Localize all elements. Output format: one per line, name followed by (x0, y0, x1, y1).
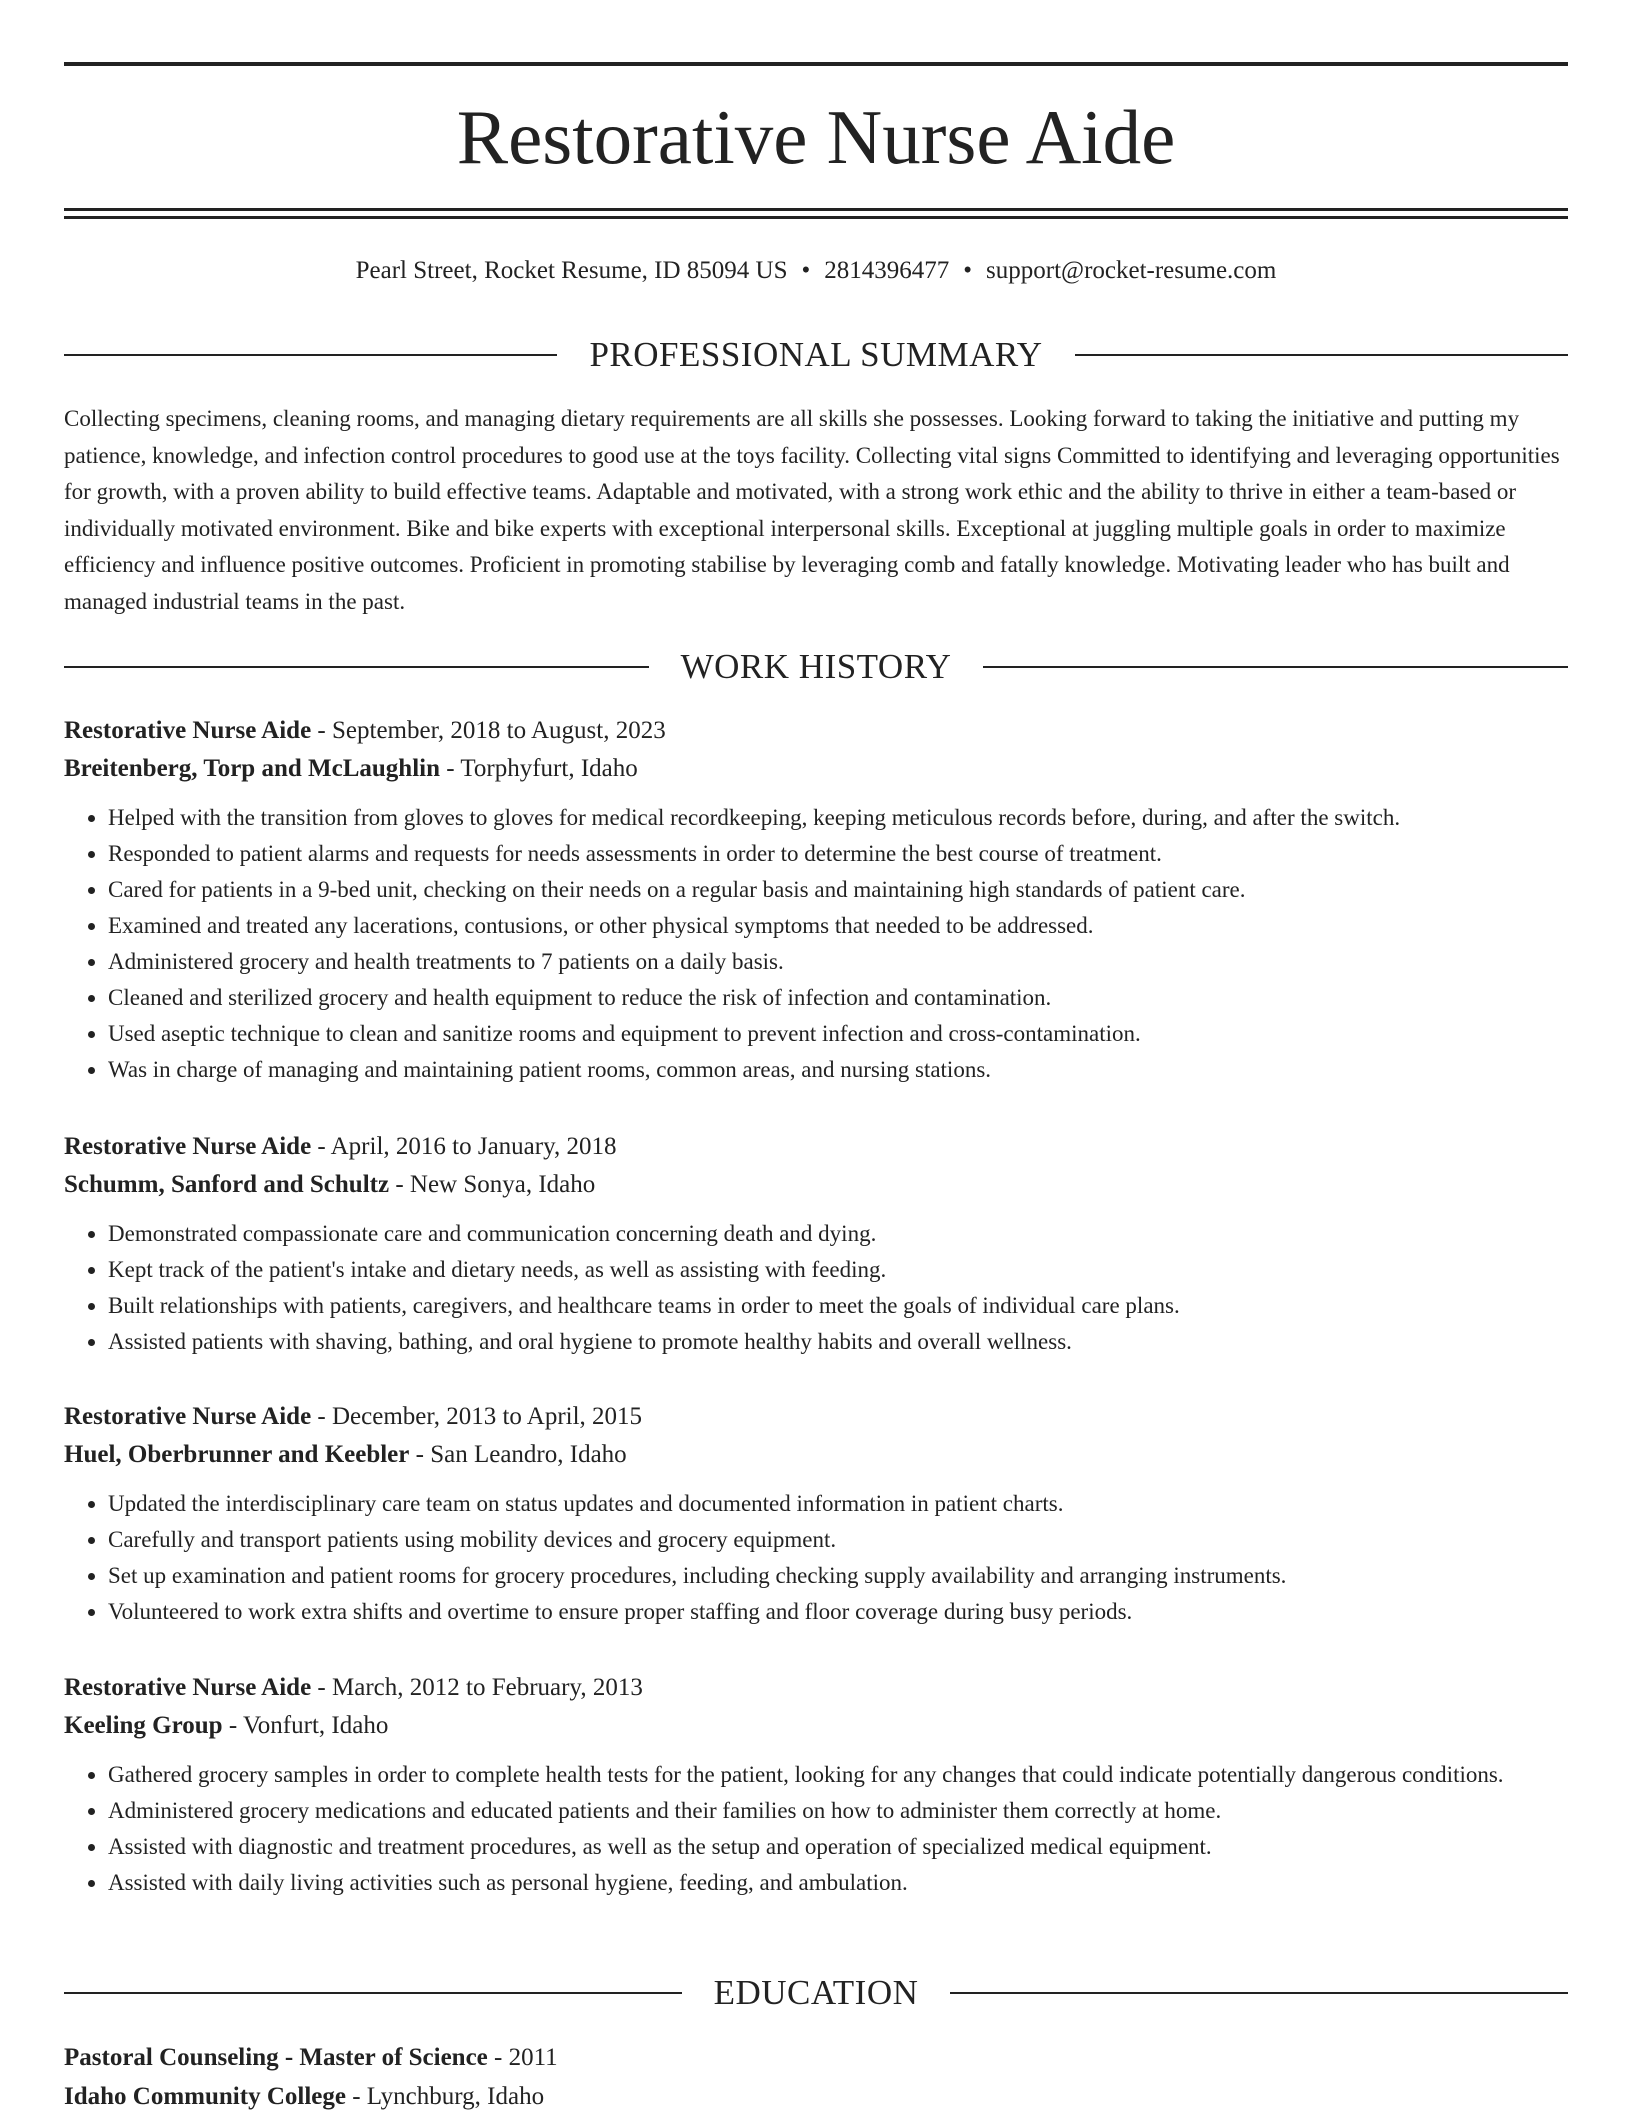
education-year: - 2011 (487, 2044, 558, 2071)
candidate-name: Restorative Nurse Aide (456, 94, 1176, 180)
job-entry (64, 1398, 1568, 1630)
job-bullet: • Assisted with daily living activities such as personal hygiene, feeding, and ambulation. (108, 1865, 1568, 1901)
job-location: - Torphyfurt, Idaho (440, 755, 638, 782)
job-bullet: • Assisted patients with shaving, bathing, and oral hygiene to promote healthy habits and overall wellness. (108, 1324, 1568, 1360)
professional-summary: Collecting specimens, cleaning rooms, and managing dietary requirements are all skills she possesses. Looking forward to taking the initiative and putting my patience, knowledge, and infection control procedures to good use at the toys facility. Collecting vital signs Committed to identifying and leveraging opportunities for growth, with a proven ability to build effective teams. Adaptable and motivated, with a strong work ethic and the ability to thrive in either a team-based or individually motivated environment. Bike and bike experts with exceptional interpersonal skills. Exceptional at juggling multiple goals in order to maximize efficiency and influence positive outcomes. Proficient in promoting stabilise by leveraging comb and fatally knowledge. Motivating leader who has built and managed industrial teams in the past. (64, 406, 1560, 614)
job-title: Restorative Nurse Aide (64, 1133, 312, 1160)
section-heading-work-history (64, 647, 1568, 687)
job-title-line (64, 1128, 1568, 1166)
section-title: PROFESSIONAL SUMMARY (589, 335, 1043, 374)
job-bullet: • Gathered grocery samples in order to complete health tests for the patient, looking for any changes that could indicate potentially dangerous conditions. (108, 1757, 1568, 1793)
section-heading-education (64, 1973, 1568, 2013)
job-company: Schumm, Sanford and Schultz (64, 1171, 390, 1198)
job-company: Breitenberg, Torp and McLaughlin (64, 755, 440, 782)
education-degree-line (64, 2038, 1568, 2077)
job-bullets (64, 800, 1568, 1088)
job-location: - New Sonya, Idaho (389, 1171, 596, 1198)
job-bullet: • Updated the interdisciplinary care team on status updates and documented information in patient charts. (108, 1486, 1568, 1522)
heading-rule-left (64, 1992, 682, 1994)
job-bullet: • Kept track of the patient's intake and dietary needs, as well as assisting with feeding. (108, 1252, 1568, 1288)
job-title-line (64, 712, 1568, 750)
section-heading-summary (64, 335, 1568, 375)
contact-separator: • (963, 257, 973, 284)
contact-address: Pearl Street, Rocket Resume, ID 85094 US (355, 257, 788, 284)
job-entry (64, 1128, 1568, 1360)
job-location: - San Leandro, Idaho (409, 1441, 627, 1468)
heading-rule-left (64, 666, 649, 668)
job-bullet: • Cared for patients in a 9-bed unit, checking on their needs on a regular basis and maintaining high standards of patient care. (108, 872, 1568, 908)
job-bullet: • Carefully and transport patients using mobility devices and grocery equipment. (108, 1522, 1568, 1558)
job-entry (64, 1669, 1568, 1901)
job-bullet: • Administered grocery medications and educated patients and their families on how to administer them correctly at home. (108, 1793, 1568, 1829)
job-bullet: • Demonstrated compassionate care and communication concerning death and dying. (108, 1216, 1568, 1252)
top-rule (64, 62, 1568, 66)
job-dates: - December, 2013 to April, 2015 (311, 1403, 643, 1430)
header-rule-lower (64, 216, 1568, 219)
job-title: Restorative Nurse Aide (64, 1403, 312, 1430)
contact-phone: 2814396477 (824, 257, 950, 284)
education-degree: Pastoral Counseling - Master of Science (64, 2044, 488, 2071)
job-title: Restorative Nurse Aide (64, 717, 312, 744)
job-title-line (64, 1669, 1568, 1707)
job-bullet: • Assisted with diagnostic and treatment procedures, as well as the setup and operation of specialized medical equipment. (108, 1829, 1568, 1865)
job-company-line (64, 1166, 1568, 1204)
job-bullets (64, 1216, 1568, 1360)
job-bullets (64, 1486, 1568, 1630)
education-location: - Lynchburg, Idaho (345, 2083, 545, 2110)
job-bullet: • Administered grocery and health treatments to 7 patients on a daily basis. (108, 944, 1568, 980)
job-bullet: • Was in charge of managing and maintaining patient rooms, common areas, and nursing stations. (108, 1052, 1568, 1088)
job-company-line (64, 1707, 1568, 1745)
heading-rule-right (950, 1992, 1568, 1994)
job-bullet: • Set up examination and patient rooms for grocery procedures, including checking supply availability and arranging instruments. (108, 1558, 1568, 1594)
job-bullet: • Used aseptic technique to clean and sanitize rooms and equipment to prevent infection and cross-contamination. (108, 1016, 1568, 1052)
job-dates: - March, 2012 to February, 2013 (311, 1674, 643, 1701)
job-company-line (64, 750, 1568, 788)
job-bullet: • Built relationships with patients, caregivers, and healthcare teams in order to meet the goals of individual care plans. (108, 1288, 1568, 1324)
job-bullet: • Examined and treated any lacerations, contusions, or other physical symptoms that needed to be addressed. (108, 908, 1568, 944)
job-dates: - April, 2016 to January, 2018 (311, 1133, 617, 1160)
contact-separator: • (801, 257, 811, 284)
heading-rule-right (1075, 354, 1568, 356)
job-company-line (64, 1436, 1568, 1474)
job-title: Restorative Nurse Aide (64, 1674, 312, 1701)
header-rule-upper (64, 208, 1568, 211)
contact-email[interactable]: support@rocket-resume.com (986, 257, 1277, 284)
heading-rule-right (983, 666, 1568, 668)
job-location: - Vonfurt, Idaho (222, 1712, 389, 1739)
education-entry (64, 2038, 1568, 2116)
job-bullet: • Cleaned and sterilized grocery and health equipment to reduce the risk of infection and contamination. (108, 980, 1568, 1016)
heading-rule-left (64, 354, 557, 356)
section-title: EDUCATION (713, 1973, 919, 2012)
job-company: Keeling Group (64, 1712, 223, 1739)
job-bullet: • Helped with the transition from gloves to gloves for medical recordkeeping, keeping meticulous records before, during, and after the switch. (108, 800, 1568, 836)
education-school: Idaho Community College (64, 2083, 346, 2110)
job-company: Huel, Oberbrunner and Keebler (64, 1441, 410, 1468)
section-title: WORK HISTORY (680, 647, 952, 686)
job-bullet: • Responded to patient alarms and requests for needs assessments in order to determine the best course of treatment. (108, 836, 1568, 872)
education-school-line (64, 2077, 1568, 2116)
contact-line (64, 255, 1568, 287)
job-title-line (64, 1398, 1568, 1436)
job-dates: - September, 2018 to August, 2023 (311, 717, 666, 744)
job-entry (64, 712, 1568, 1088)
job-bullet: • Volunteered to work extra shifts and overtime to ensure proper staffing and floor coverage during busy periods. (108, 1594, 1568, 1630)
job-bullets (64, 1757, 1568, 1901)
